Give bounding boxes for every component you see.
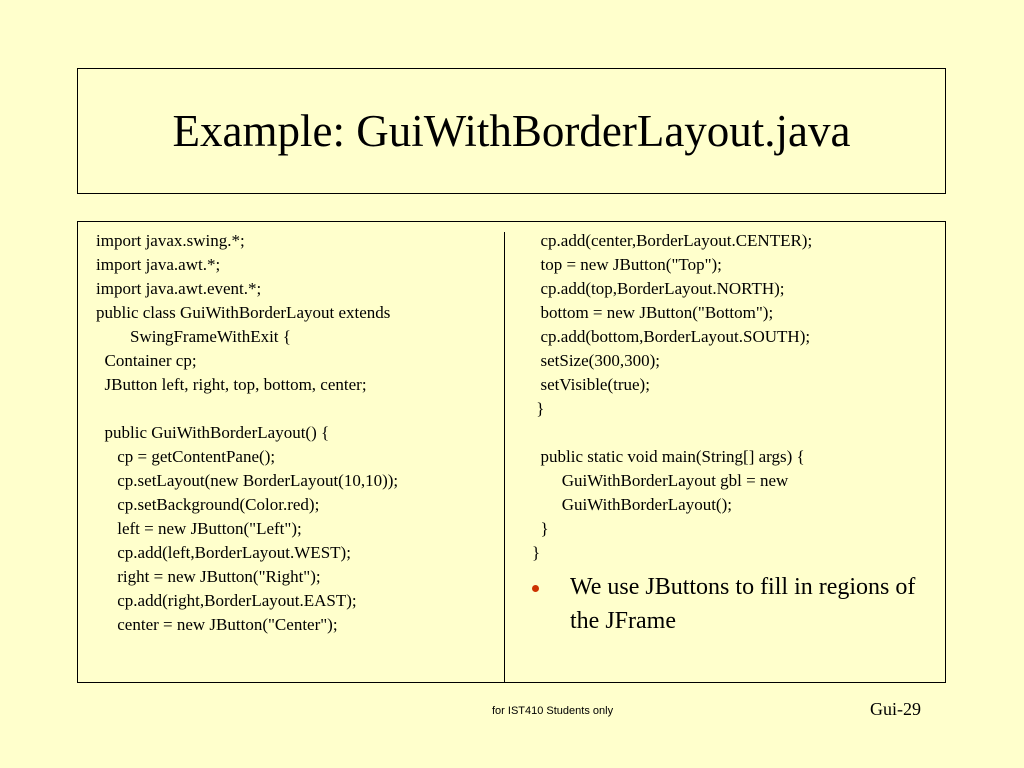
slide-title: Example: GuiWithBorderLayout.java: [172, 105, 851, 156]
code-line: }: [532, 543, 541, 562]
code-line: bottom = new JButton("Bottom");: [532, 303, 774, 322]
title-box: [77, 68, 946, 194]
code-line: public GuiWithBorderLayout() {: [96, 423, 330, 442]
content-box: [77, 221, 946, 683]
code-line: GuiWithBorderLayout();: [532, 495, 732, 514]
code-line: cp.add(bottom,BorderLayout.SOUTH);: [532, 327, 811, 346]
code-line: [96, 397, 496, 421]
column-divider: [504, 232, 505, 683]
code-line: [532, 421, 932, 445]
code-line: SwingFrameWithExit {: [96, 327, 291, 346]
bullet-text: We use JButtons to fill in regions of the JFrame: [570, 574, 916, 634]
code-line: import java.awt.*;: [96, 255, 221, 274]
code-line: cp.add(top,BorderLayout.NORTH);: [532, 279, 785, 298]
code-line: GuiWithBorderLayout gbl = new: [532, 471, 789, 490]
code-line: Container cp;: [96, 351, 197, 370]
code-line: left = new JButton("Left");: [96, 519, 302, 538]
code-line: import javax.swing.*;: [96, 231, 245, 250]
code-line: }: [532, 519, 549, 538]
code-line: public class GuiWithBorderLayout extends: [96, 303, 391, 322]
code-line: cp.add(center,BorderLayout.CENTER);: [532, 231, 813, 250]
code-line: right = new JButton("Right");: [96, 567, 321, 586]
page-number: Gui-29: [870, 699, 921, 719]
code-line: import java.awt.event.*;: [96, 279, 262, 298]
code-column-right: [532, 229, 932, 565]
code-line: setVisible(true);: [532, 375, 650, 394]
code-line: top = new JButton("Top");: [532, 255, 722, 274]
footer-text: for IST410 Students only: [492, 705, 614, 717]
code-line: cp = getContentPane();: [96, 447, 276, 466]
bullet-list: [532, 570, 932, 638]
code-line: cp.setBackground(Color.red);: [96, 495, 320, 514]
bullet-dot-icon: [532, 585, 539, 592]
code-line: public static void main(String[] args) {: [532, 447, 805, 466]
code-line: cp.add(left,BorderLayout.WEST);: [96, 543, 351, 562]
code-line: cp.setLayout(new BorderLayout(10,10));: [96, 471, 399, 490]
code-line: setSize(300,300);: [532, 351, 660, 370]
code-line: JButton left, right, top, bottom, center;: [96, 375, 367, 394]
code-line: }: [532, 399, 545, 418]
code-line: cp.add(right,BorderLayout.EAST);: [96, 591, 357, 610]
code-line: center = new JButton("Center");: [96, 615, 338, 634]
code-column-left: [96, 229, 496, 637]
bullet-item: [532, 570, 932, 638]
